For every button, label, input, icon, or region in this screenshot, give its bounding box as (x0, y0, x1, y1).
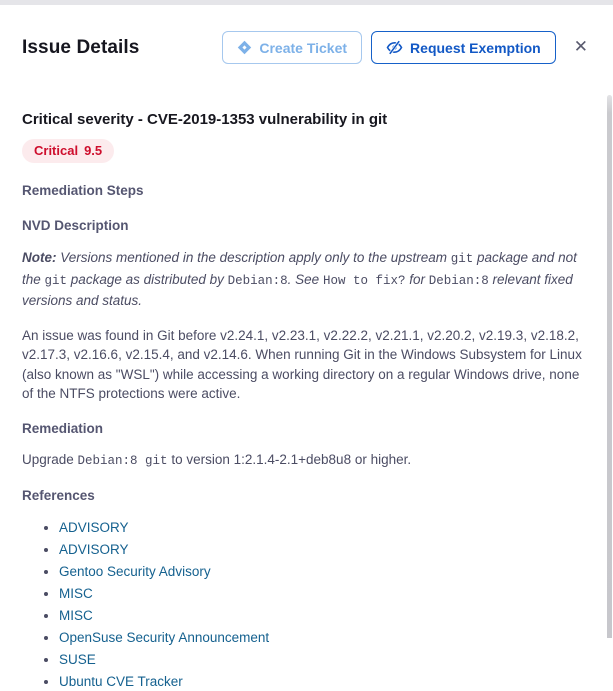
create-ticket-button[interactable] (222, 31, 362, 64)
panel-header (0, 5, 613, 64)
remediation-text-segment: Upgrade (22, 451, 78, 467)
reference-link-advisory-1[interactable]: ADVISORY (59, 520, 129, 535)
section-heading-remediation-steps: Remediation Steps (22, 183, 144, 198)
references-list (22, 519, 591, 691)
scrollbar-thumb[interactable] (607, 95, 612, 638)
severity-score: 9.5 (84, 143, 103, 158)
reference-item (59, 607, 591, 625)
request-exemption-button[interactable] (371, 31, 556, 64)
nvd-description-text: An issue was found in Git before v2.24.1, v2.23.1, v2.22.2, v2.21.1, v2.20.2, v2.19.3, v2.18.2, v2.17.3, v2.16.6, v2.15.4, and v2.14.6. When running Git in the Windows Subsystem for Linux (also known as "WSL") while accessing a working directory on a regular Windows drive, none of the NTFS protections were active. (22, 327, 582, 401)
reference-item (59, 651, 591, 669)
note-text-segment: package as distributed by (67, 271, 228, 287)
note-label: Note: (22, 250, 57, 265)
note-text-segment: for (405, 271, 429, 287)
reference-item (59, 541, 591, 559)
reference-link-misc-2[interactable]: MISC (59, 608, 93, 623)
reference-item (59, 563, 591, 581)
section-heading-remediation: Remediation (22, 420, 104, 436)
reference-item (59, 519, 591, 537)
issue-title: Critical severity - CVE-2019-1353 vulnerability in git (22, 111, 388, 128)
severity-label: Critical (34, 143, 79, 158)
reference-item (59, 629, 591, 647)
remediation-text (22, 450, 591, 472)
note-text-segment: package and not the (22, 250, 577, 287)
note-code-how-to-fix: How to fix? (322, 273, 406, 288)
reference-link-opensuse[interactable]: OpenSuse Security Announcement (59, 630, 270, 645)
section-heading-nvd-description: NVD Description (22, 218, 129, 233)
remediation-code-debian-git: Debian:8 git (77, 453, 168, 468)
note-code-debian-2: Debian:8 (428, 273, 489, 288)
severity-badge (22, 139, 114, 163)
create-ticket-label: Create Ticket (259, 39, 348, 56)
reference-item (59, 673, 591, 691)
remediation-text-segment: to version 1:2.1.4-2.1+deb8u8 or higher. (167, 451, 412, 467)
close-icon: ✕ (573, 37, 588, 57)
reference-item (59, 585, 591, 603)
panel-title: Issue Details (22, 36, 140, 58)
note-code-git-1: git (450, 252, 474, 266)
note-code-git-2: git (44, 273, 68, 288)
reference-link-ubuntu[interactable]: Ubuntu CVE Tracker (59, 674, 183, 689)
reference-link-gentoo[interactable]: Gentoo Security Advisory (59, 564, 211, 579)
reference-link-suse[interactable]: SUSE (59, 652, 96, 667)
reference-link-advisory-2[interactable]: ADVISORY (59, 542, 129, 557)
eye-slash-icon (386, 40, 403, 55)
header-actions (222, 31, 591, 64)
request-exemption-label: Request Exemption (410, 39, 541, 56)
section-heading-references: References (22, 488, 95, 503)
close-button[interactable] (571, 37, 591, 58)
note-text-segment: relevant fixed versions and status. (22, 271, 573, 308)
issue-details-content (0, 111, 613, 691)
note-code-debian-1: Debian:8 (227, 273, 288, 288)
note-text-segment: . See (287, 271, 323, 287)
reference-link-misc-1[interactable]: MISC (59, 586, 93, 601)
note-text-segment: Versions mentioned in the description apply only to the upstream (56, 250, 451, 265)
ticket-diamond-icon (237, 40, 252, 55)
nvd-note (22, 248, 591, 311)
